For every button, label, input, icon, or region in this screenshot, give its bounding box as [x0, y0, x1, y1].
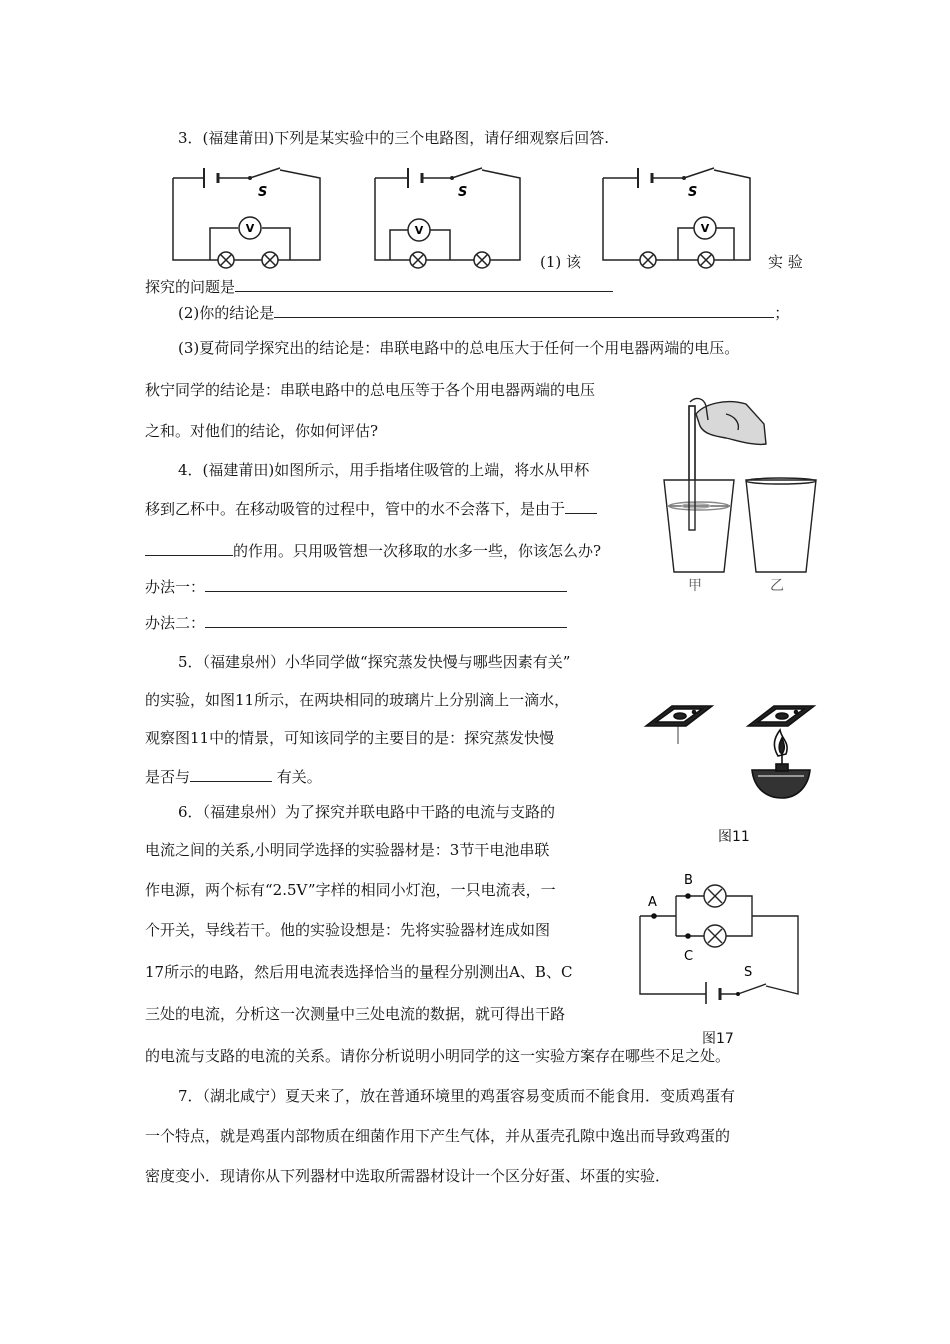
- answer-blank-q3-2[interactable]: [274, 302, 774, 318]
- figure-11-caption: 图11: [718, 829, 750, 845]
- q3-line1: 3．(福建莆田)下列是某实验中的三个电路图，请仔细观察后回答.: [178, 129, 610, 147]
- cup-label-b: 乙: [770, 578, 784, 594]
- q3-line3-text: (2)你的结论是: [178, 304, 275, 322]
- q4-line3-text: 的作用。只用吸管想一次移取的水多一些，你该怎么办?: [233, 542, 602, 560]
- q6-line6: 三处的电流，分析这一次测量中三处电流的数据，就可得出干路: [145, 1005, 566, 1023]
- q4-line3: [145, 540, 601, 561]
- q5-line4-text-b: 有关。: [276, 768, 322, 786]
- q4-line2: [145, 498, 597, 519]
- cup-label-a: 甲: [688, 578, 702, 594]
- q6-line5: 17所示的电路，然后用电流表选择恰当的量程分别测出A、B、C: [145, 963, 573, 981]
- q6-line1: 6．（福建泉州）为了探究并联电路中干路的电流与支路的: [178, 803, 556, 821]
- answer-blank-q4-2[interactable]: [145, 540, 233, 556]
- q7-line1: 7．（湖北咸宁）夏天来了，放在普通环境里的鸡蛋容易变质而不能食用．变质鸡蛋有: [178, 1087, 736, 1105]
- switch-label: S: [688, 185, 698, 200]
- node-label-a: A: [648, 895, 657, 910]
- voltmeter-label: V: [414, 224, 424, 237]
- q5-line1: 5．（福建泉州）小华同学做“探究蒸发快慢与哪些因素有关”: [178, 653, 571, 671]
- q3-line6: 之和。对他们的结论，你如何评估?: [145, 422, 379, 440]
- circuit-diagram-3: [598, 156, 760, 274]
- q3-line2-text: 探究的问题是: [145, 278, 236, 296]
- answer-blank-q4-1[interactable]: [565, 498, 597, 514]
- q3-sub1-part-a: (1) 该: [540, 253, 582, 271]
- q7-line3: 密度变小．现请你从下列器材中选取所需器材设计一个区分好蛋、坏蛋的实验．: [145, 1167, 671, 1185]
- cups-straw-figure: [656, 384, 826, 594]
- q4-method2: [145, 612, 567, 633]
- parallel-circuit-figure: [630, 862, 806, 1004]
- q4-line1: 4．(福建莆田)如图所示，用手指堵住吸管的上端，将水从甲杯: [178, 461, 590, 479]
- switch-label: S: [458, 185, 468, 200]
- q3-line4: (3)夏荷同学探究出的结论是：串联电路中的总电压大于任何一个用电器两端的电压。: [178, 339, 740, 357]
- q5-line4: [145, 766, 322, 787]
- circuit-diagram-2: [370, 156, 530, 274]
- answer-blank-q4-method1[interactable]: [205, 576, 567, 592]
- q4-line2-text: 移到乙杯中。在移动吸管的过程中，管中的水不会落下，是由于: [145, 500, 566, 518]
- q5-line2: 的实验，如图11所示，在两块相同的玻璃片上分别滴上一滴水，: [145, 691, 570, 709]
- switch-label: S: [258, 185, 268, 200]
- q3-line3-end: ；: [774, 304, 790, 322]
- circuit-diagram-1: [168, 156, 328, 274]
- q7-line2: 一个特点，就是鸡蛋内部物质在细菌作用下产生气体，并从蛋壳孔隙中逸出而导致鸡蛋的: [145, 1127, 731, 1145]
- q4-method1-label: 办法一：: [145, 578, 206, 596]
- node-label-b: B: [684, 873, 693, 888]
- answer-blank-q4-method2[interactable]: [205, 612, 567, 628]
- q6-line2: 电流之间的关系,小明同学选择的实验器材是：3节干电池串联: [145, 841, 550, 859]
- q4-method1: [145, 576, 567, 597]
- answer-blank-q3-1[interactable]: [235, 276, 613, 292]
- q6-line4: 个开关，导线若干。他的实验设想是：先将实验器材连成如图: [145, 921, 551, 939]
- answer-blank-q5[interactable]: [190, 766, 272, 782]
- q3-line5: 秋宁同学的结论是：串联电路中的总电压等于各个用电器两端的电压: [145, 381, 596, 399]
- q6-line7: 的电流与支路的电流的关系。请你分析说明小明同学的这一实验方案存在哪些不足之处。: [145, 1047, 731, 1065]
- voltmeter-label: V: [700, 222, 710, 235]
- q3-line3: [178, 302, 789, 323]
- switch-label-s: S: [744, 965, 753, 980]
- q5-line4-text-a: 是否与: [145, 768, 191, 786]
- q3-line2: [145, 276, 613, 297]
- figure-17-caption: 图17: [702, 1031, 734, 1047]
- q5-line3: 观察图11中的情景，可知该同学的主要目的是：探究蒸发快慢: [145, 729, 555, 747]
- node-label-c: C: [684, 949, 694, 964]
- q4-method2-label: 办法二：: [145, 614, 206, 632]
- evaporation-figure: [640, 696, 826, 806]
- voltmeter-label: V: [245, 222, 255, 235]
- q6-line3: 作电源，两个标有“2.5V”字样的相同小灯泡，一只电流表，一: [145, 881, 556, 899]
- q3-sub1-part-b: 实 验: [768, 253, 803, 271]
